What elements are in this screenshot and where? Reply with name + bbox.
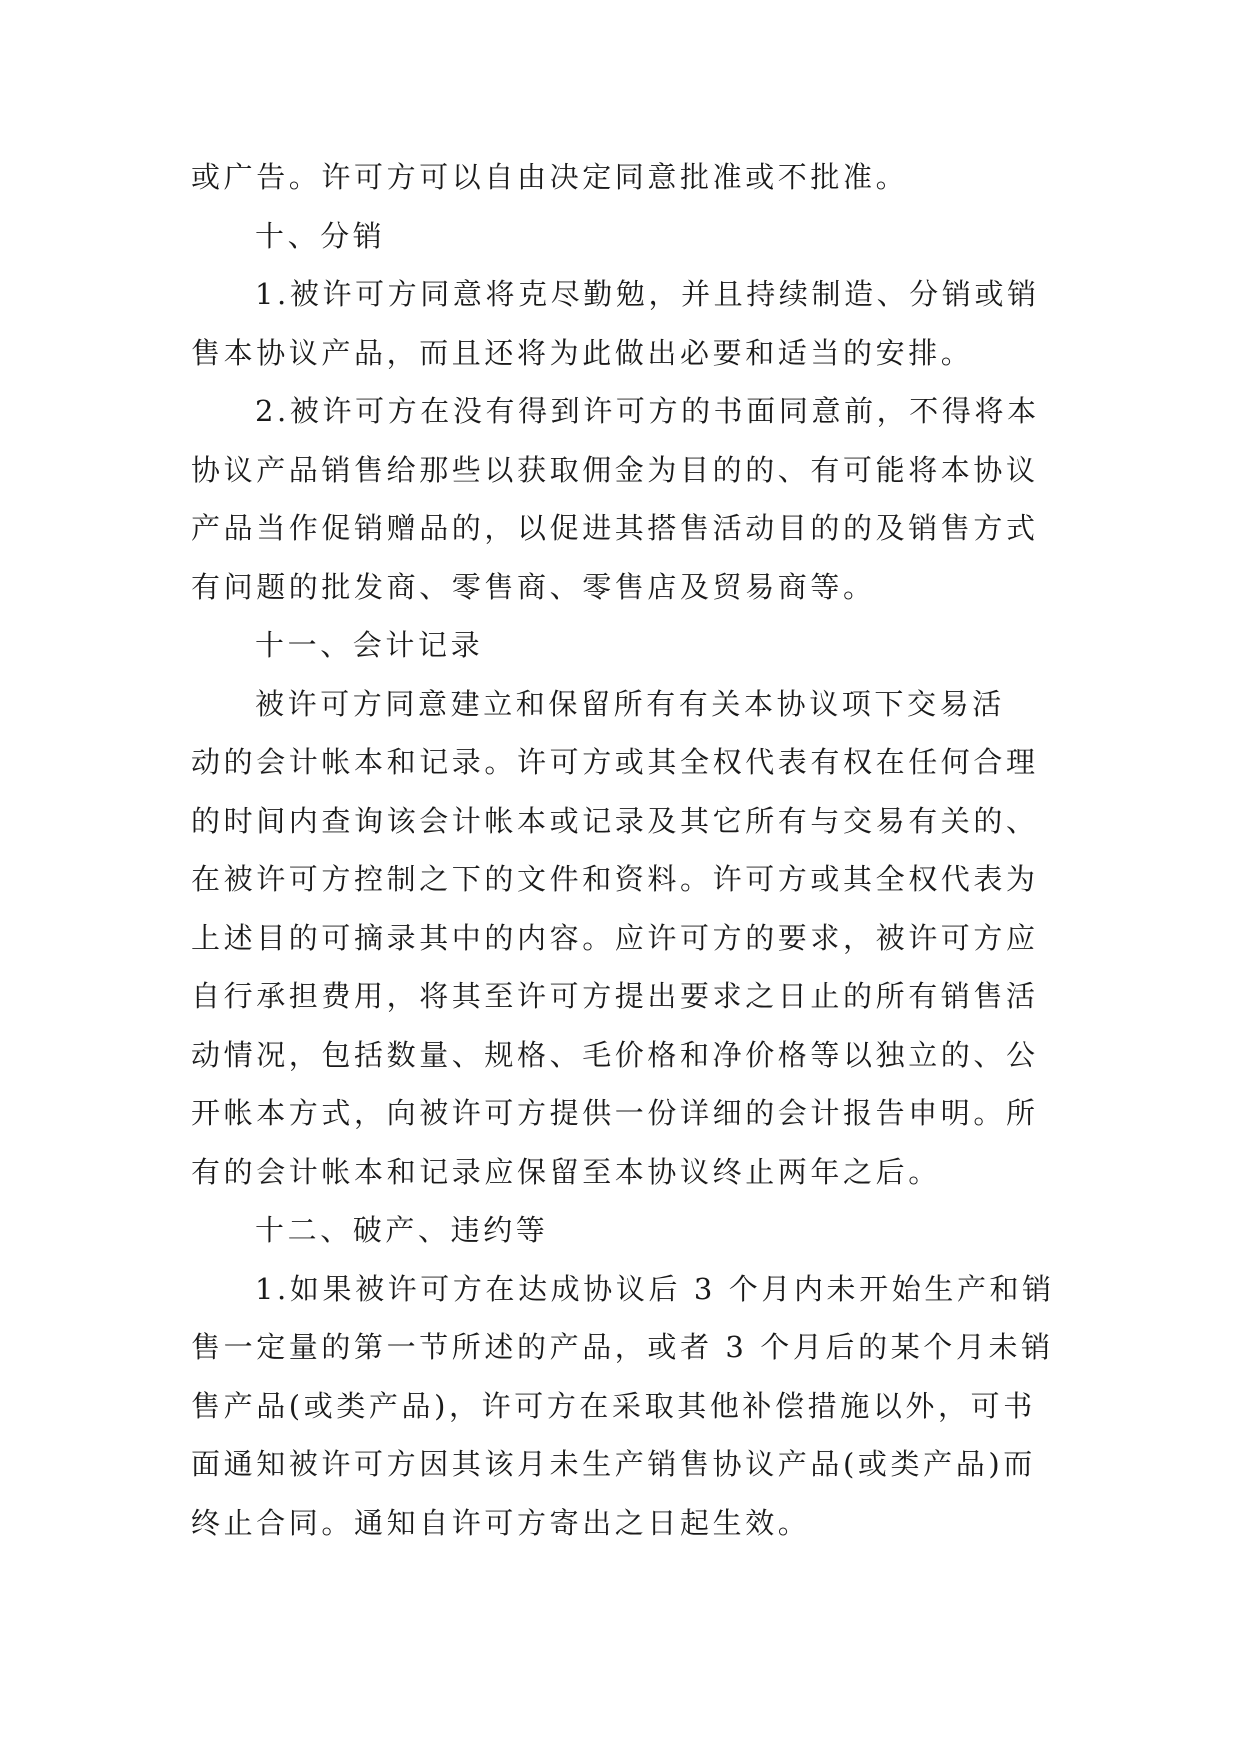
paragraph-line: 1.被许可方同意将克尽勤勉，并且持续制造、分销或销 bbox=[255, 277, 1040, 311]
paragraph-line: 自行承担费用，将其至许可方提出要求之日止的所有销售活 bbox=[191, 979, 1039, 1013]
paragraph-line: 动情况，包括数量、规格、毛价格和净价格等以独立的、公 bbox=[191, 1037, 1039, 1072]
paragraph-line: 售产品(或类产品)，许可方在采取其他补偿措施以外，可书 bbox=[191, 1388, 1036, 1423]
paragraph-line: 或广告。许可方可以自由决定同意批准或不批准。 bbox=[191, 160, 909, 194]
paragraph-line: 售一定量的第一节所述的产品，或者 3 个月后的某个月未销 bbox=[191, 1330, 1054, 1364]
paragraph-line: 产品当作促销赠品的，以促进其搭售活动目的的及销售方式 bbox=[191, 511, 1039, 545]
paragraph-line: 协议产品销售给那些以获取佣金为目的的、有可能将本协议 bbox=[191, 452, 1039, 487]
paragraph-line: 2.被许可方在没有得到许可方的书面同意前，不得将本 bbox=[255, 394, 1040, 428]
paragraph-line: 开帐本方式，向被许可方提供一份详细的会计报告申明。所 bbox=[191, 1096, 1039, 1130]
section-heading-accounting-records: 十一、会计记录 bbox=[255, 628, 484, 662]
paragraph-line: 终止合同。通知自许可方寄出之日起生效。 bbox=[191, 1505, 811, 1540]
paragraph-line: 被许可方同意建立和保留所有有关本协议项下交易活 bbox=[255, 686, 1005, 721]
paragraph-line: 在被许可方控制之下的文件和资料。许可方或其全权代表为 bbox=[191, 862, 1039, 896]
paragraph-line: 动的会计帐本和记录。许可方或其全权代表有权在任何合理 bbox=[191, 745, 1039, 779]
paragraph-line: 售本协议产品，而且还将为此做出必要和适当的安排。 bbox=[191, 335, 974, 370]
paragraph-line: 面通知被许可方因其该月未生产销售协议产品(或类产品)而 bbox=[191, 1447, 1036, 1481]
section-heading-bankruptcy-default: 十二、破产、违约等 bbox=[255, 1213, 549, 1247]
section-heading-distribution: 十、分销 bbox=[255, 218, 386, 253]
paragraph-line: 的时间内查询该会计帐本或记录及其它所有与交易有关的、 bbox=[191, 803, 1039, 838]
paragraph-line: 1.如果被许可方在达成协议后 3 个月内未开始生产和销 bbox=[255, 1271, 1055, 1306]
paragraph-line: 有的会计帐本和记录应保留至本协议终止两年之后。 bbox=[191, 1154, 941, 1189]
document-body bbox=[191, 148, 1055, 1552]
paragraph-line: 有问题的批发商、零售商、零售店及贸易商等。 bbox=[191, 569, 876, 604]
paragraph-line: 上述目的可摘录其中的内容。应许可方的要求，被许可方应 bbox=[191, 920, 1039, 955]
